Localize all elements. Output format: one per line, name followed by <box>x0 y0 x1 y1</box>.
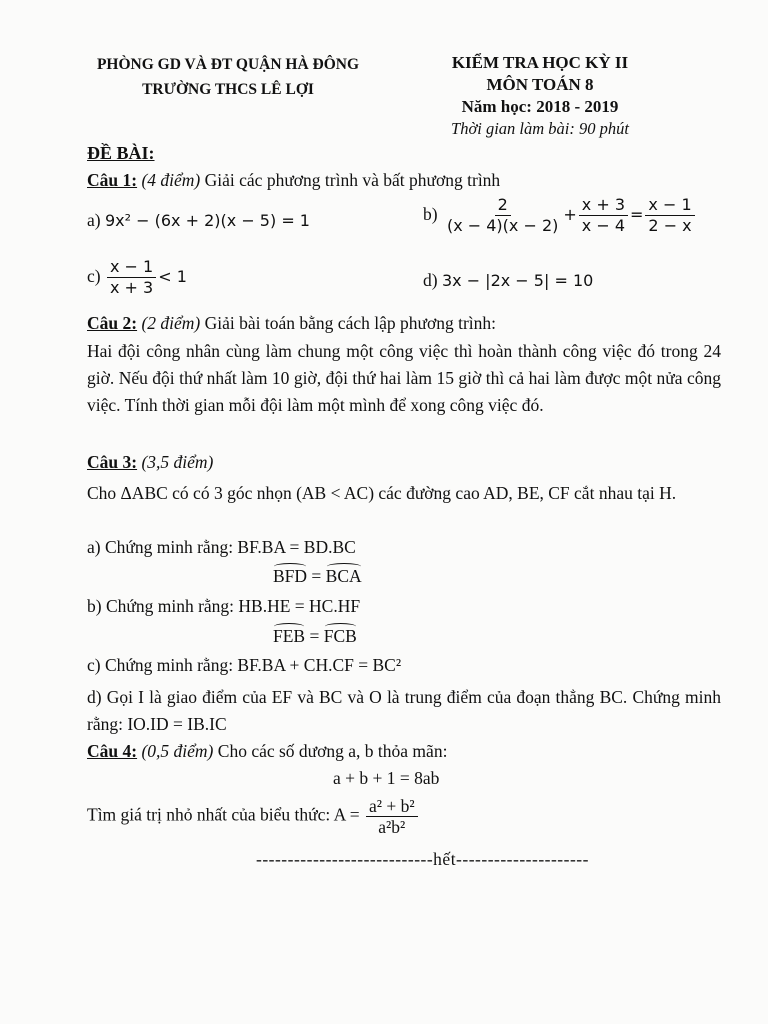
angle-fcb: FCB <box>323 626 357 646</box>
question-1-points: (4 điểm) <box>141 170 201 190</box>
question-4-text: Cho các số dương a, b thỏa mãn: <box>217 741 448 761</box>
end-marker: ----------------------------hết--------------------- <box>256 849 589 869</box>
question-3-label: Câu 3: <box>87 452 138 472</box>
question-1b-fraction-3: $\frac{x - 1}{2 - x}$ <box>645 196 694 235</box>
question-1b-label: b) <box>423 204 438 224</box>
question-3-heading <box>87 452 213 473</box>
question-2-text: Giải bài toán bằng cách lập phương trình: <box>204 313 497 333</box>
question-3a-angle-equality: BFD = BCA <box>273 566 362 586</box>
question-1-label: Câu 1: <box>87 170 138 190</box>
question-4-heading <box>87 741 447 762</box>
question-4-fraction: $\frac{\text{a² + b²}}{\text{a²b²}}$ <box>366 797 418 836</box>
subject-name: MÔN TOÁN 8 <box>486 75 594 94</box>
school-name: TRƯỜNG THCS LÊ LỢI <box>142 81 314 98</box>
question-3a: a) Chứng minh rằng: BF.BA = BD.BC <box>87 537 356 557</box>
question-1d <box>423 270 593 291</box>
question-1c-inequality: < 1 <box>158 267 187 286</box>
question-1b-fraction-2: $\frac{x + 3}{x - 4}$ <box>579 196 628 235</box>
school-header <box>78 52 378 102</box>
question-1a <box>87 210 310 231</box>
question-1d-label: d) <box>423 270 438 290</box>
question-1b-fraction-1: $\frac{2}{(x - 4)(x - 2)}$ <box>446 195 559 235</box>
department-name: PHÒNG GD VÀ ĐT QUẬN HÀ ĐÔNG <box>96 56 360 73</box>
question-1c <box>87 258 187 297</box>
question-2-heading <box>87 313 496 334</box>
question-1c-fraction: $\frac{x - 1}{x + 3}$ <box>107 258 156 297</box>
angle-bca: BCA <box>325 566 362 586</box>
question-1-heading <box>87 170 500 191</box>
question-1a-label: a) <box>87 210 101 230</box>
question-4-label: Câu 4: <box>87 741 138 761</box>
question-2-label: Câu 2: <box>87 313 138 333</box>
question-3c: c) Chứng minh rằng: BF.BA + CH.CF = BC² <box>87 655 402 675</box>
question-1c-label: c) <box>87 266 101 286</box>
question-2-points: (2 điểm) <box>141 313 201 333</box>
question-4-condition: a + b + 1 = 8ab <box>333 768 440 788</box>
question-3b-angle-equality: FEB = FCB <box>273 626 357 646</box>
question-3d: d) Gọi I là giao điểm của EF và BC và O là trung điểm của đoạn thẳng BC. Chứng minh rằng: IO.ID = IB.IC <box>87 687 721 734</box>
question-1d-equation: 3x − |2x − 5| = 10 <box>441 271 594 290</box>
question-3-body: Cho ΔABC có có 3 góc nhọn (AB < AC) các đường cao AD, BE, CF cắt nhau tại H. <box>87 483 677 503</box>
school-year: Năm học: 2018 - 2019 <box>461 97 619 116</box>
exam-duration: Thời gian làm bài: 90 phút <box>451 119 629 138</box>
question-4-find-text: Tìm giá trị nhỏ nhất của biểu thức: <box>87 804 331 825</box>
question-1a-equation: 9x² − (6x + 2)(x − 5) = 1 <box>104 211 310 230</box>
question-1-text: Giải các phương trình và bất phương trình <box>204 170 501 190</box>
question-4-expr-lhs: A = <box>333 804 360 825</box>
exam-title: KIỂM TRA HỌC KỲ II <box>451 53 629 72</box>
exam-header <box>415 52 665 140</box>
question-2-body: Hai đội công nhân cùng làm chung một công việc thì hoàn thành công việc đó trong 24 giờ. Nếu đội thứ nhất làm 10 giờ, đội thứ hai làm 15 giờ thì cả hai làm được một nửa công việc. Tính thời gian mỗi đội làm một mình để xong công việc đó. <box>87 341 721 415</box>
section-title: ĐỀ BÀI: <box>87 143 155 163</box>
question-3b: b) Chứng minh rằng: HB.HE = HC.HF <box>87 596 361 616</box>
angle-bfd: BFD <box>273 566 308 586</box>
angle-feb: FEB <box>273 626 306 646</box>
question-4-points: (0,5 điểm) <box>141 741 214 761</box>
question-4-find <box>87 797 420 836</box>
question-1b: b) $\frac{2}{(x - 4)(x - 2)}$ + $\frac{x + 3}{x - 4}$ = $\frac{x - 1}{2 - x}$ <box>423 196 697 235</box>
question-3-points: (3,5 điểm) <box>141 452 214 472</box>
